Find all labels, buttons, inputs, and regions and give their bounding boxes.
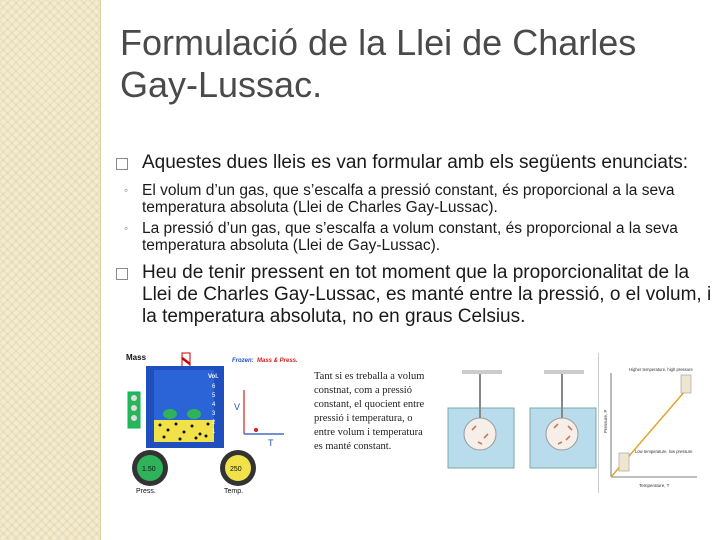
svg-text:250: 250: [230, 466, 242, 473]
sub-item-2-text: La pressió d’un gas, que s’escalfa a volum constant, és proporcional a la seva temperatura absoluta (Llei de Gay-Lussac).: [142, 220, 678, 254]
gas-apparatus-illustration: [124, 350, 324, 495]
graph-x-label: Temperature, T: [639, 483, 670, 488]
temp-label: Temp.: [224, 488, 244, 495]
svg-text:3: 3: [212, 411, 216, 417]
bullet-2-text: Heu de tenir pressent en tot moment que la proporcionalitat de la Llei de Charles Gay-Lussac, es manté entre la pressió, o el volum, i la temperatura absoluta, no en graus Celsius.: [142, 262, 712, 327]
svg-text:4: 4: [212, 402, 216, 408]
figure-caption: Tant si es treballa a volum constnat, com a pressió constant, el quocient entre pressió i temperatura, o entre volum i temperatura es manté constant.: [314, 371, 425, 452]
t-axis-label: T: [268, 438, 274, 448]
graph-y-label: Pressure, P: [603, 409, 608, 433]
bullet-1-text: Aquestes dues lleis es van formular amb els següents enunciats:: [142, 152, 689, 173]
square-bullet-icon: [116, 268, 128, 280]
pressure-temperature-graph: [598, 353, 701, 493]
svg-text:5: 5: [212, 393, 216, 399]
legend-high: Higher temperature, high pressure: [629, 367, 693, 372]
svg-text:6: 6: [212, 384, 216, 390]
slide-title: [120, 22, 700, 106]
temperature-gauge: [220, 450, 256, 486]
svg-text:2: 2: [212, 420, 216, 426]
v-axis-label: V: [234, 402, 241, 412]
beakers-illustration: [442, 364, 604, 472]
svg-text:1: 1: [212, 429, 216, 435]
title-line-1: Formulació de la Llei de Charles: [120, 22, 637, 63]
svg-text:1.50: 1.50: [142, 466, 156, 473]
press-label: Press.: [136, 488, 156, 495]
flask-right: [546, 418, 578, 450]
ring-bullet-icon: ◦: [124, 221, 129, 235]
title-line-2: Gay-Lussac.: [120, 64, 323, 105]
slide: [104, 0, 720, 540]
data-point: [254, 428, 258, 432]
ring-bullet-icon: ◦: [124, 183, 129, 197]
vol-label: Vol.: [208, 374, 219, 380]
side-texture: [0, 0, 100, 540]
legend-low: Low temperature, low pressure: [635, 449, 693, 454]
sub-item-1-text: El volum d’un gas, que s’escalfa a pressió constant, és proporcional a la seva temperatura absoluta (Llei de Charles Gay-Lussac).: [142, 182, 675, 216]
mass-label: Mass: [126, 353, 147, 362]
flask-left: [464, 418, 496, 450]
frozen-value: Mass & Press.: [257, 358, 298, 364]
pressure-gauge: [132, 450, 168, 486]
square-bullet-icon: [116, 158, 128, 170]
frozen-label: Frozen:: [232, 358, 254, 364]
